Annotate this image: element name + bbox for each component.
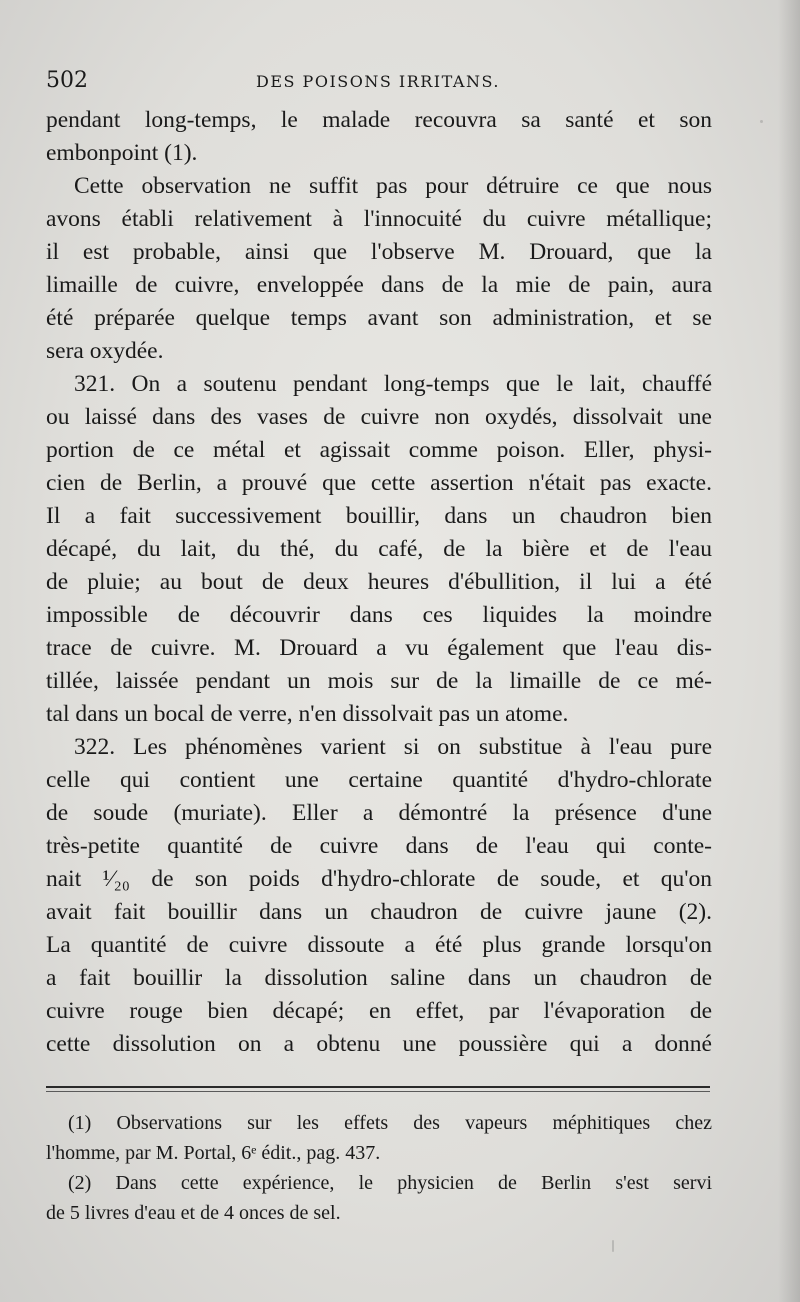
text-line: ou laissé dans des vases de cuivre non oxydés, dissolvait une [46,404,712,430]
paragraph-321-start: 321. On a soutenu pendant long-temps que le lait, chauffé [74,371,712,397]
paragraph-322-start: 322. Les phénomènes varient si on substitue à l'eau pure [74,734,712,760]
text-line: celle qui contient une certaine quantité d'hydro-chlorate [46,767,712,793]
footnotes [46,1108,712,1228]
text-line: limaille de cuivre, enveloppée dans de la mie de pain, aura [46,272,712,298]
page-header [46,68,706,96]
body-text [46,104,712,1061]
text-line: été préparée quelque temps avant son administration, et se [46,305,712,331]
text-line: pendant long-temps, le malade recouvra sa santé et son [46,107,712,133]
text-line: il est probable, ainsi que l'observe M. Drouard, que la [46,239,712,265]
text-line: trace de cuivre. M. Drouard a vu également que l'eau dis- [46,635,712,661]
footnote-2-cont: de 5 livres d'eau et de 4 onces de sel. [46,1202,341,1224]
text-line: portion de ce métal et agissait comme poison. Eller, physi- [46,437,712,463]
text-line: avons établi relativement à l'innocuité du cuivre métallique; [46,206,712,232]
paper-spot [760,120,763,123]
text-line: très-petite quantité de cuivre dans de l'eau qui conte- [46,833,712,859]
text-line: cuivre rouge bien décapé; en effet, par l'évaporation de [46,998,712,1024]
text-line: impossible de découvrir dans ces liquides la moindre [46,602,712,628]
text-line: cette dissolution on a obtenu une poussière qui a donné [46,1031,712,1057]
paper-spot [612,1240,614,1252]
text-line: cien de Berlin, a prouvé que cette assertion n'était pas exacte. [46,470,712,496]
text-line: nait ¹⁄₂₀ de son poids d'hydro-chlorate de soude, et qu'on [46,866,712,892]
text-line: tal dans un bocal de verre, n'en dissolvait pas un atome. [46,701,569,727]
text-line: embonpoint (1). [46,140,198,166]
text-line: La quantité de cuivre dissoute a été plus grande lorsqu'on [46,932,712,958]
footnote-rule-thin [46,1091,710,1092]
text-line: Cette observation ne suffit pas pour détruire ce que nous [74,173,712,199]
text-line: Il a fait successivement bouillir, dans un chaudron bien [46,503,712,529]
text-line: avait fait bouillir dans un chaudron de cuivre jaune (2). [46,899,712,925]
footnote-2: (2) Dans cette expérience, le physicien de Berlin s'est servi [68,1172,712,1194]
footnote-1: (1) Observations sur les effets des vapeurs méphitiques chez [68,1112,712,1134]
text-line: de soude (muriate). Eller a démontré la présence d'une [46,800,712,826]
page-shadow-edge [778,0,800,1302]
footnote-1-cont: l'homme, par M. Portal, 6ᵉ édit., pag. 437. [46,1142,381,1164]
page-number: 502 [46,68,88,93]
footnote-rule [46,1086,710,1088]
text-line: a fait bouillir la dissolution saline dans un chaudron de [46,965,712,991]
running-head: DES POISONS IRRITANS. [256,72,500,91]
text-line: de pluie; au bout de deux heures d'ébullition, il lui a été [46,569,712,595]
text-line: décapé, du lait, du thé, du café, de la bière et de l'eau [46,536,712,562]
text-line: tillée, laissée pendant un mois sur de la limaille de ce mé- [46,668,712,694]
text-line: sera oxydée. [46,338,164,364]
